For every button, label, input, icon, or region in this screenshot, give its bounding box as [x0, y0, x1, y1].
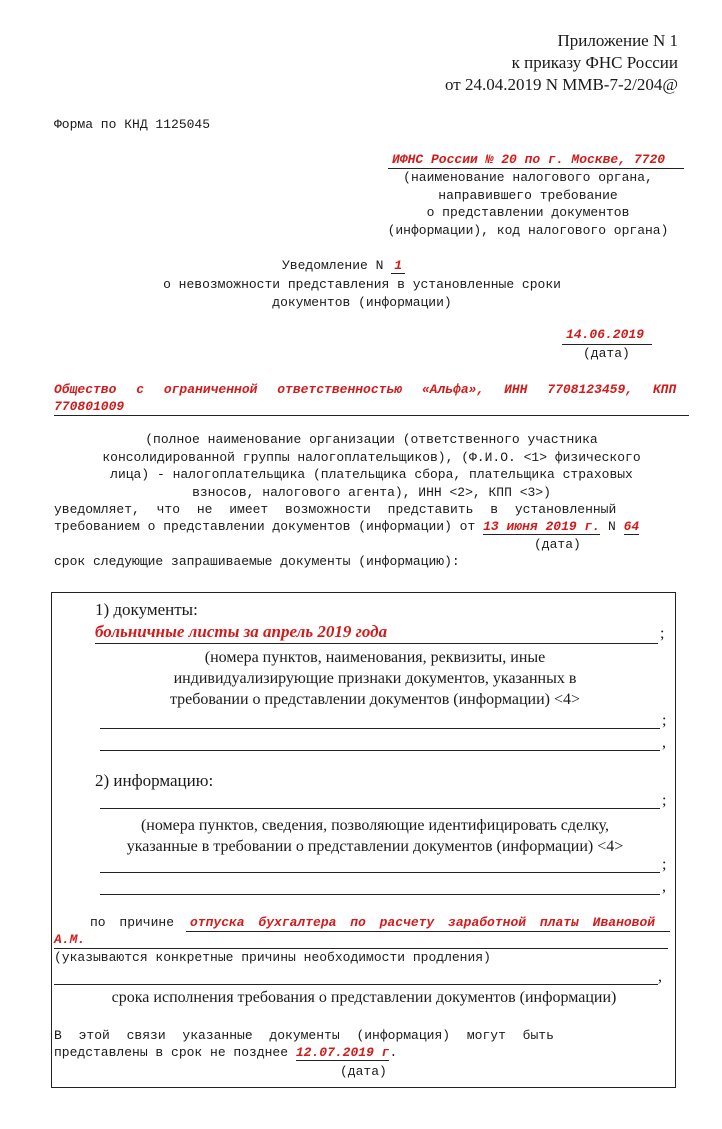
information-caption: (номера пунктов, сведения, позволяющие идентифицировать сделку, указанные в требовании о представлении документов (информации) <4> [126, 817, 624, 855]
notice-date-value: 14.06.2019 [566, 327, 645, 342]
information-blank-line-3 [100, 894, 660, 895]
tax-authority-value: ИФНС России № 20 по г. Москве, 7720 [392, 152, 666, 167]
documents-blank-line-1 [100, 728, 660, 729]
notice-title-prefix: Уведомление N [282, 258, 384, 273]
requirement-n-label: N [607, 519, 616, 534]
notice-title [282, 258, 405, 273]
information-blank-line-2 [100, 872, 660, 873]
information-blank-comma-3: , [662, 878, 666, 895]
reason-line1: отпуска бухгалтера по расчету заработной платы Ивановой [190, 915, 656, 930]
closing-line1: В этой связи указанные документы (информация) могут быть [54, 1028, 554, 1043]
information-label: 2) информацию: [95, 771, 214, 790]
organization-underline [54, 415, 689, 416]
documents-blank-semicolon-1: ; [662, 712, 667, 729]
appendix-order-date: от 24.04.2019 N ММВ-7-2/204@ [444, 75, 678, 94]
notice-number: 1 [391, 258, 405, 274]
notifies-line2-prefix: требованием о представлении документов (информации) от [54, 519, 476, 534]
closing-date-caption: (дата) [340, 1064, 387, 1079]
organization-line2: 770801009 [54, 399, 125, 414]
deadline-text: срока исполнения требования о представлении документов (информации) [111, 989, 617, 1006]
notice-subtitle: о невозможности представления в установленные сроки документов (информации) [163, 277, 561, 310]
reason-caption: (указываются конкретные причины необходимости продления) [54, 950, 491, 965]
appendix-number: Приложение N 1 [557, 31, 678, 50]
documents-blank-line-2 [100, 750, 660, 751]
information-blank-semicolon-2: ; [662, 856, 667, 873]
reason-underline-1 [186, 931, 670, 932]
reason-blank-comma: , [658, 968, 662, 985]
notice-date-underline [562, 344, 652, 345]
requirement-number: 64 [623, 519, 640, 534]
closing-line2 [54, 1045, 397, 1060]
appendix-order: к приказу ФНС России [511, 53, 678, 72]
documents-caption: (номера пунктов, наименования, реквизиты, иные индивидуализирующие признаки документов, указанных в требовании о представлении документов (информации) <4> [169, 649, 581, 708]
closing-line2-prefix: представлены в срок не позднее [54, 1045, 289, 1060]
documents-label: 1) документы: [95, 600, 198, 619]
reason-line2: А.М. [54, 932, 86, 947]
documents-blank-comma-2: , [662, 734, 666, 751]
notifies-line3: срок следующие запрашиваемые документы (информацию): [54, 554, 460, 569]
requirement-date-caption: (дата) [534, 537, 581, 552]
information-blank-semicolon-1: ; [662, 792, 667, 809]
reason-blank-line [54, 984, 658, 985]
information-blank-line-1 [100, 808, 660, 809]
reason-underline-2 [54, 948, 668, 949]
documents-value: больничные листы за апрель 2019 года [95, 622, 388, 641]
reason-prefix: по причине [90, 915, 175, 930]
notifies-line1: уведомляет, что не имеет возможности представить в установленный [54, 502, 617, 517]
tax-authority-caption: (наименование налогового органа, направившего требование о представлении документов (информации), код налогового органа) [387, 170, 669, 238]
requirement-date: 13 июня 2019 г. [483, 519, 601, 534]
notifies-line2 [54, 519, 639, 534]
closing-date: 12.07.2019 г [295, 1045, 390, 1060]
closing-period: . [389, 1045, 398, 1060]
documents-semicolon: ; [660, 625, 665, 642]
organization-line1: Общество с ограниченной ответственностью «Альфа», ИНН 7708123459, КПП [54, 382, 677, 397]
notice-date-caption: (дата) [583, 346, 630, 361]
form-code: Форма по КНД 1125045 [54, 117, 211, 132]
organization-caption: (полное наименование организации (ответственного участника консолидированной группы налогоплательщиков), (Ф.И.О. <1> физического лица) - налогоплательщика (плательщика сбора, плательщика страховых взносов, налогового агента), ИНН <2>, КПП <3>) [102, 432, 641, 500]
documents-underline [95, 643, 658, 644]
appendix-header [445, 30, 678, 96]
